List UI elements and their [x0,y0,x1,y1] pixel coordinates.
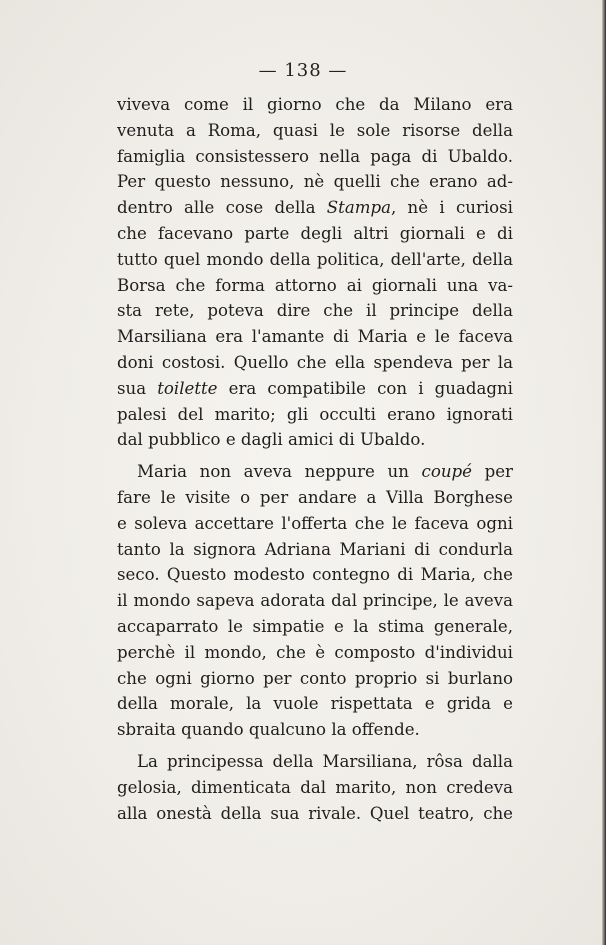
text-line [117,775,513,801]
text-run: sbraita quando qualcuno la offende. [117,720,420,740]
text-run: il mondo sapeva adorata dal principe, le aveva [117,591,513,611]
italic-word: toilette [157,378,218,398]
italic-word: Stampa [326,198,391,218]
text-line [117,666,513,692]
text-line [117,350,513,376]
text-run: Borsa che forma attorno ai giornali una va- [117,275,513,295]
text-line [117,402,513,428]
text-run: dentro alle cose della [117,198,327,218]
text-run: famiglia consistessero nella paga di Ubaldo. [117,146,513,166]
paragraph [117,92,513,453]
text-run: tanto la signora Adriana Mariani di condurla [117,539,513,559]
text-run: palesi del marito; gli occulti erano ignorati [117,404,513,424]
text-line [117,427,513,453]
text-line [117,801,513,827]
text-run: perchè il mondo, che è composto d'individui [117,642,513,662]
text-line [117,485,513,511]
paragraph [117,453,513,743]
text-run: accaparrato le simpatie e la stima generale, [117,616,513,636]
text-run: viveva come il giorno che da Milano era [117,95,513,114]
text-line [117,273,513,299]
text-line [117,459,513,485]
text-run: era compatibile con i guadagni [217,378,513,398]
text-run: seco. Questo modesto contegno di Maria, che [117,565,513,585]
text-line [117,511,513,537]
text-run: doni costosi. Quello che ella spendeva per la [117,352,513,372]
text-line [117,588,513,614]
text-line [117,562,513,588]
text-line [117,614,513,640]
text-line [117,691,513,717]
text-line [117,749,513,775]
text-run: Maria non aveva neppure un [137,462,422,482]
text-line [117,169,513,195]
text-line [117,640,513,666]
text-run: sua [117,378,158,398]
text-line [117,195,513,221]
body-text [117,92,513,826]
text-run: gelosia, dimenticata dal marito, non credeva [117,777,513,797]
text-run: La principessa della Marsiliana, rôsa dalla [137,751,513,771]
text-run: che ogni giorno per conto proprio si burlano [117,668,513,688]
text-line [117,717,513,743]
text-run: alla onestà della sua rivale. Quel teatro, che [117,803,513,823]
text-line [117,221,513,247]
text-run: tutto quel mondo della politica, dell'arte, della [117,249,513,269]
text-line [117,298,513,324]
text-run: Per questo nessuno, nè quelli che erano ad- [117,172,513,192]
text-run: fare le visite o per andare a Villa Borghese [117,487,513,507]
text-line [117,247,513,273]
text-run: che facevano parte degli altri giornali e di [117,223,513,243]
text-run: , nè i curiosi [390,198,513,218]
paragraph [117,743,513,826]
text-run: e soleva accettare l'offerta che le faceva ogni [117,513,513,533]
text-run: venuta a Roma, quasi le sole risorse della [117,120,513,140]
text-run: sta rete, poteva dire che il principe della [117,301,513,321]
page-edge-shadow [602,0,606,945]
text-line [117,144,513,170]
text-run: per [471,462,513,482]
page-number: — 138 — [258,60,348,81]
italic-word: coupé [421,462,472,482]
text-run: della morale, la vuole rispettata e grida e [117,694,513,714]
text-line [117,92,513,118]
text-line [117,118,513,144]
text-line [117,376,513,402]
text-run: Marsiliana era l'amante di Maria e le faceva [117,327,513,347]
text-line [117,537,513,563]
text-run: dal pubblico e dagli amici di Ubaldo. [117,430,426,450]
text-line [117,324,513,350]
